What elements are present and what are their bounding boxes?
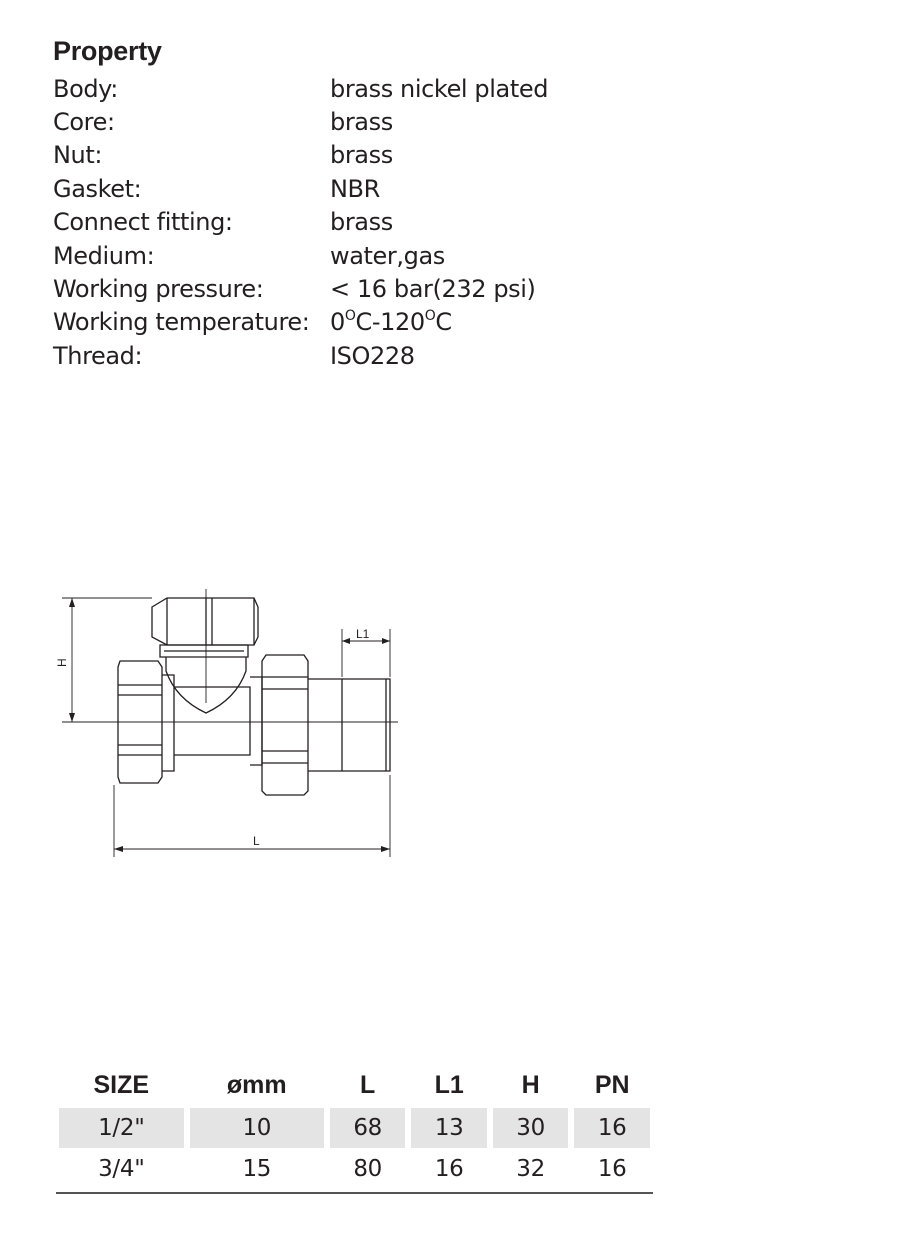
dimension-label-l1: L1 — [356, 627, 370, 641]
table-cell: 15 — [242, 1155, 272, 1182]
spec-table-header-row — [56, 1063, 653, 1107]
column-header-pn: PN — [594, 1070, 630, 1099]
property-row-gasket — [53, 172, 548, 205]
property-key: Core: — [53, 108, 115, 137]
property-value: < 16 bar(232 psi) — [330, 275, 536, 304]
table-cell: 3/4" — [98, 1155, 145, 1182]
property-row-connect-fitting — [53, 206, 548, 239]
table-cell: 16 — [574, 1108, 650, 1148]
property-list — [53, 72, 548, 373]
table-row — [56, 1107, 653, 1148]
property-key: Body: — [53, 74, 118, 103]
property-key: Thread: — [53, 341, 143, 370]
column-header-l1: L1 — [434, 1070, 464, 1099]
spec-table — [56, 1063, 653, 1189]
property-key: Gasket: — [53, 174, 142, 203]
property-key: Working temperature: — [53, 308, 310, 337]
property-value: brass nickel plated — [330, 74, 549, 103]
property-key: Nut: — [53, 141, 103, 170]
column-header-h: H — [521, 1070, 540, 1099]
property-key: Connect fitting: — [53, 208, 233, 237]
property-row-medium — [53, 239, 548, 272]
property-value: water,gas — [330, 241, 445, 270]
property-row-working-pressure — [53, 272, 548, 305]
property-row-thread — [53, 339, 548, 372]
property-row-working-temperature — [53, 306, 548, 339]
property-row-body — [53, 72, 548, 105]
table-bottom-rule — [56, 1192, 653, 1194]
property-value: ISO228 — [330, 341, 415, 370]
table-cell: 1/2" — [59, 1108, 184, 1148]
table-cell: 16 — [434, 1155, 464, 1182]
property-key: Medium: — [53, 241, 155, 270]
table-cell: 10 — [190, 1108, 324, 1148]
property-value: NBR — [330, 174, 380, 203]
column-header-diameter: ømm — [226, 1070, 287, 1099]
property-value-temperature: $0^OC-120^OC$ — [330, 308, 452, 337]
table-cell: 13 — [411, 1108, 486, 1148]
property-key: Working pressure: — [53, 275, 264, 304]
property-value: brass — [330, 141, 393, 170]
dimension-label-h: H — [55, 658, 69, 667]
property-value: brass — [330, 208, 393, 237]
column-header-size: SIZE — [93, 1070, 150, 1099]
property-title: Property — [53, 36, 162, 66]
table-row — [56, 1148, 653, 1189]
table-cell: 32 — [516, 1155, 545, 1182]
column-header-l: L — [360, 1070, 376, 1099]
table-cell: 68 — [330, 1108, 405, 1148]
valve-technical-drawing — [40, 585, 420, 875]
property-value: brass — [330, 108, 393, 137]
table-cell: 30 — [493, 1108, 568, 1148]
property-row-core — [53, 105, 548, 138]
property-row-nut — [53, 139, 548, 172]
dimension-label-l: L — [253, 834, 260, 848]
table-cell: 16 — [597, 1155, 627, 1182]
table-cell: 80 — [353, 1155, 383, 1182]
